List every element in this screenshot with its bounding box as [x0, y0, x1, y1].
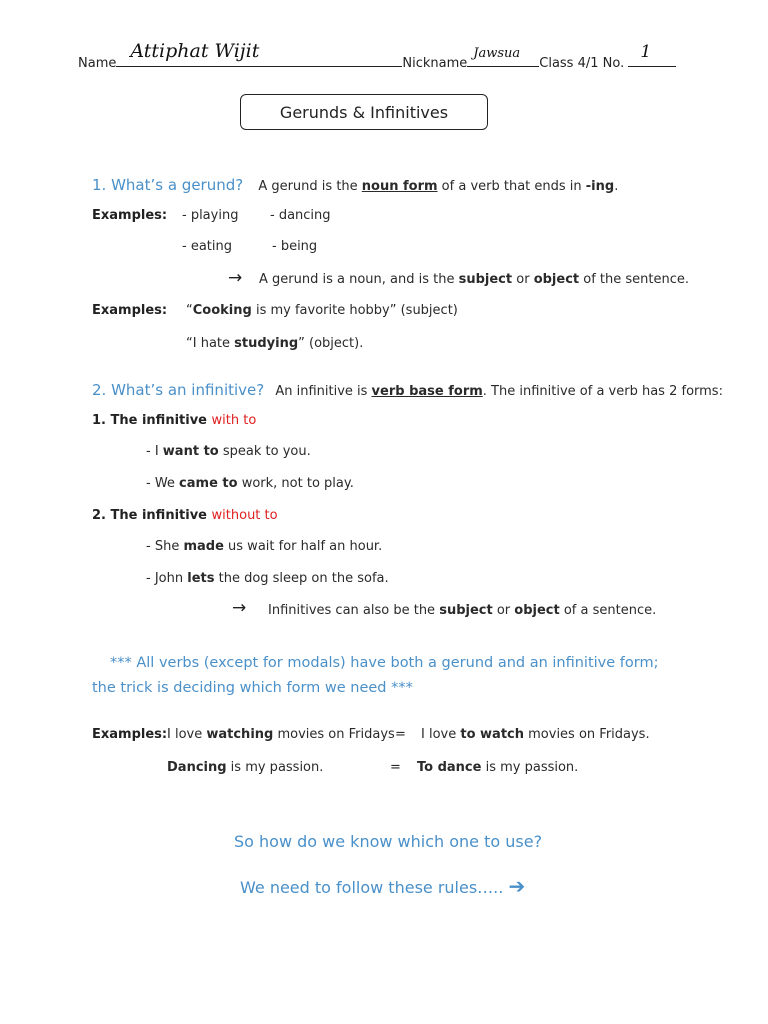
right-arrow-icon: → [232, 598, 247, 618]
gerund-example-playing: - playing [182, 208, 239, 223]
gerund-note: A gerund is a noun, and is the subject or object of the sentence. [259, 272, 690, 287]
infinitive-form1-label: 1. The infinitive with to [92, 413, 257, 428]
gerund-definition: A gerund is the noun form of a verb that ends in -ing. [258, 179, 619, 194]
name-label: Name [78, 56, 117, 71]
compare-row1-gerund: I love watching movies on Fridays [167, 727, 395, 742]
infinitive-form1-example1: - I want to speak to you. [146, 444, 311, 459]
gerund-examples2-label: Examples: [92, 303, 168, 318]
closing-rules: We need to follow these rules….. ➔ [240, 874, 526, 898]
compare-row2-infinitive: To dance is my passion. [417, 760, 579, 775]
name-field[interactable] [116, 40, 402, 67]
compare-examples-label: Examples: [92, 727, 168, 742]
nickname-label: Nickname [402, 56, 468, 71]
number-value: 1 [640, 42, 652, 62]
gerund-sentence-subject: “Cooking is my favorite hobby” (subject) [186, 303, 458, 318]
infinitive-heading: 2. What’s an infinitive? [92, 381, 265, 399]
right-arrow-icon: → [228, 268, 243, 288]
infinitive-form1-example2: - We came to work, not to play. [146, 476, 354, 491]
gerund-heading: 1. What’s a gerund? [92, 176, 244, 194]
gerund-example-eating: - eating [182, 239, 232, 254]
rule-note-line1: *** All verbs (except for modals) have both a gerund and an infinitive form; [110, 655, 659, 671]
infinitive-form2-example1: - She made us wait for half an hour. [146, 539, 383, 554]
nickname-field[interactable] [467, 46, 539, 67]
infinitive-form2-label: 2. The infinitive without to [92, 508, 278, 523]
number-field[interactable] [628, 42, 676, 67]
page-title: Gerunds & Infinitives [240, 94, 488, 130]
infinitive-form2-example2: - John lets the dog sleep on the sofa. [146, 571, 389, 586]
name-value: Attiphat Wijit [130, 40, 260, 62]
compare-row1-equals: = [395, 727, 406, 742]
gerund-heading-row [92, 175, 618, 194]
gerund-examples-label: Examples: [92, 208, 168, 223]
right-arrow-icon: ➔ [508, 874, 526, 898]
gerund-sentence-object: “I hate studying” (object). [186, 336, 364, 351]
compare-row1-infinitive: I love to watch movies on Fridays. [421, 727, 650, 742]
gerund-example-dancing: - dancing [270, 208, 331, 223]
compare-row2-gerund: Dancing is my passion. [167, 760, 324, 775]
header-row [78, 40, 676, 71]
rule-note-line2: the trick is deciding which form we need *** [92, 680, 413, 696]
gerund-example-being: - being [272, 239, 318, 254]
closing-question: So how do we know which one to use? [234, 832, 543, 851]
compare-row2-equals: = [390, 760, 401, 775]
infinitive-definition: An infinitive is verb base form. The infinitive of a verb has 2 forms: [275, 384, 723, 399]
nickname-value: Jawsua [473, 46, 521, 61]
class-label: Class 4/1 No. [539, 56, 625, 71]
infinitive-heading-row [92, 380, 723, 399]
infinitive-note: Infinitives can also be the subject or object of a sentence. [268, 603, 657, 618]
